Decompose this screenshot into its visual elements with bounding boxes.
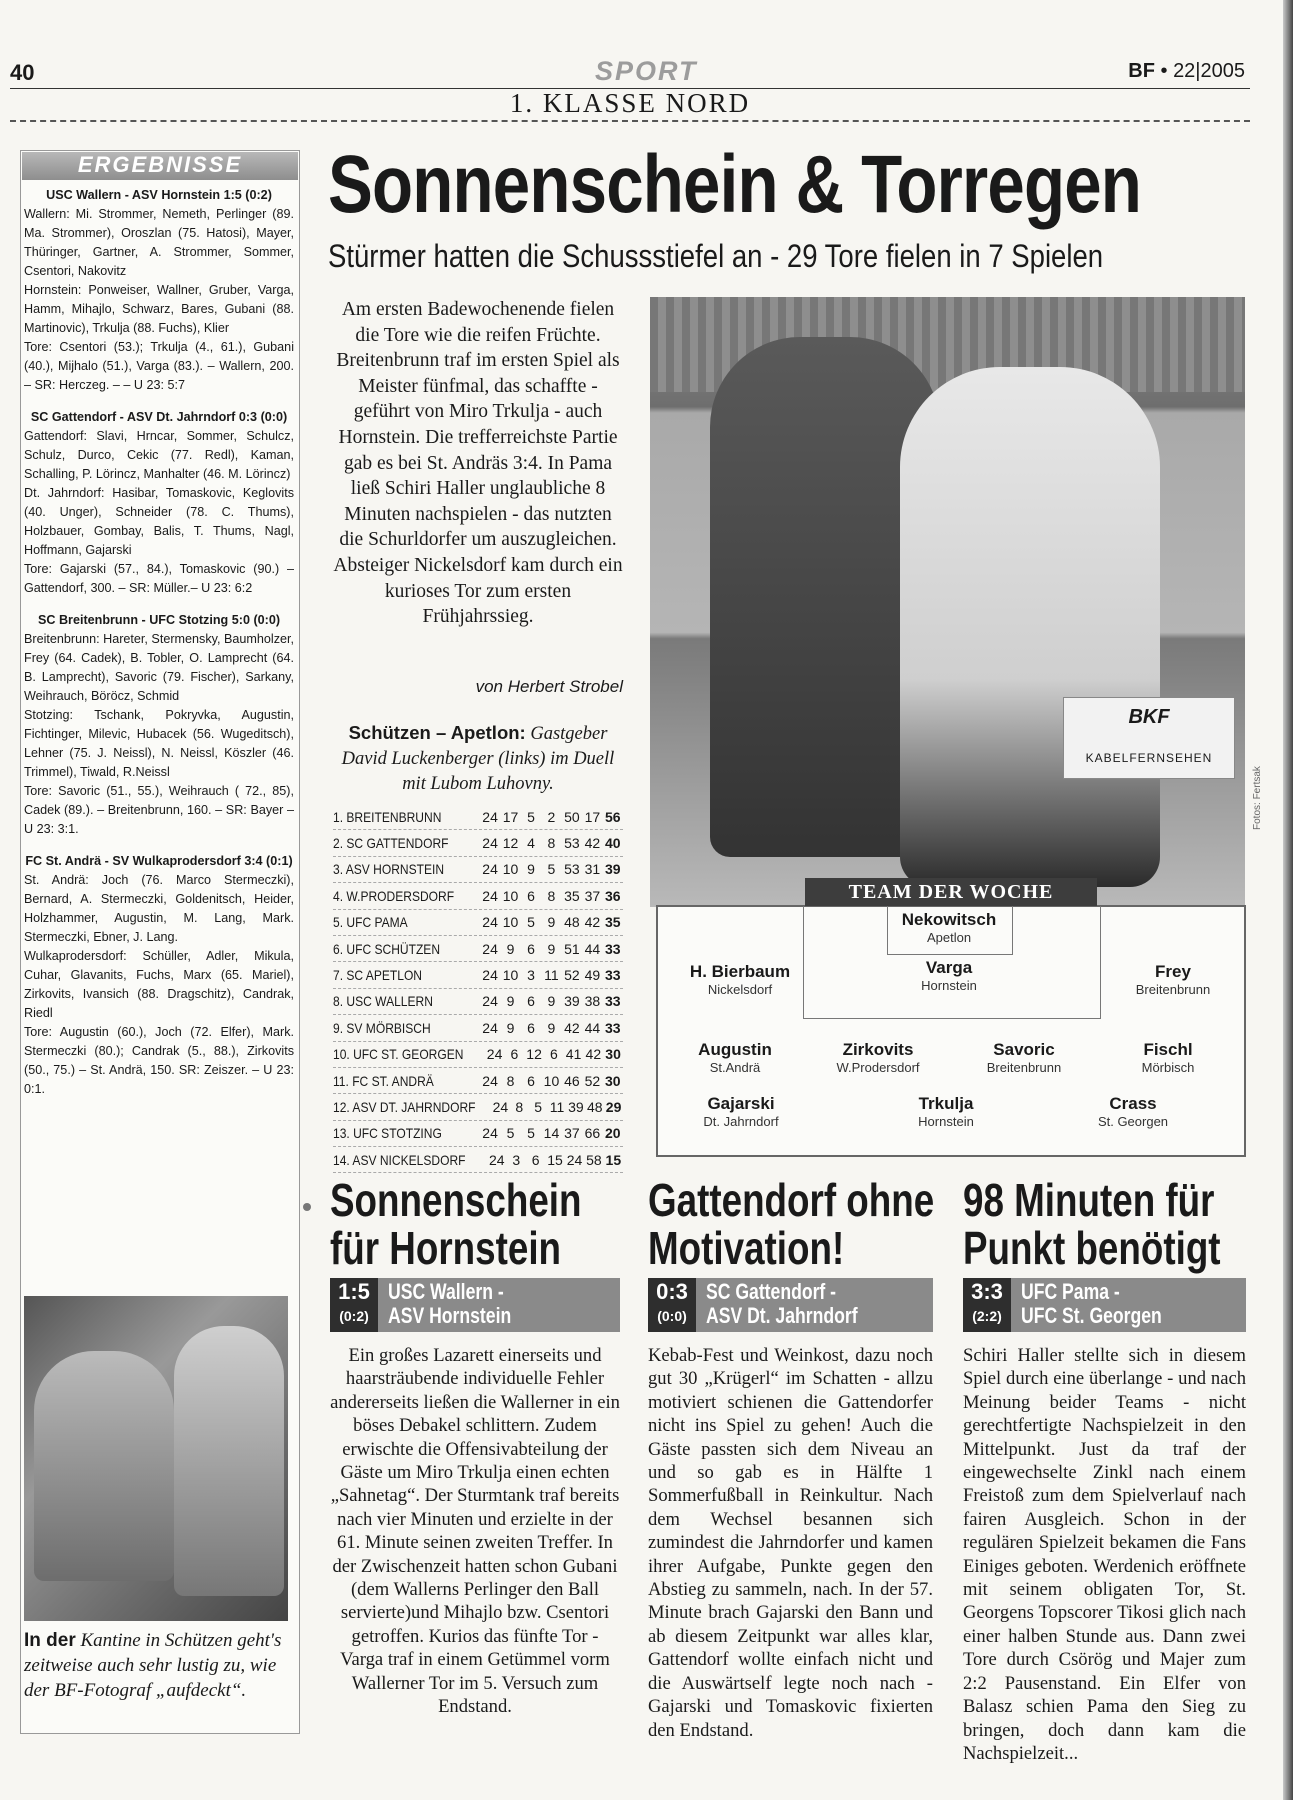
page-number: 40 bbox=[10, 60, 35, 85]
losses-cell: 11 bbox=[544, 967, 559, 984]
team-cell bbox=[333, 967, 459, 983]
goals-against-cell: 42 bbox=[584, 914, 601, 931]
team-cell bbox=[333, 941, 459, 957]
bkf-logo-text: BKF bbox=[1128, 706, 1170, 728]
games-cell: 24 bbox=[482, 887, 498, 904]
games-cell: 24 bbox=[482, 861, 498, 878]
team-cell bbox=[333, 1098, 476, 1115]
halftime-score: (2:2) bbox=[972, 1308, 1002, 1324]
goals-against-cell: 66 bbox=[584, 1125, 601, 1142]
result-line: Stotzing: Tschank, Pokryvka, Augustin, Fichtinger, Milevic, Hubacek (56. Wugeditsch), Lehner (75. J. Neissl), N. Neissl, Köszler (46. Trimmel), Tiwald, R.Neissl bbox=[24, 708, 294, 779]
main-subheadline: Stürmer hatten die Schussstiefel an - 29 Tore fielen in 7 Spielen bbox=[328, 238, 1104, 274]
column-bullet bbox=[303, 1203, 311, 1211]
player-name: Trkulja bbox=[918, 1094, 974, 1113]
result-line: Tore: Gajarski (57., 84.), Tomaskovic (90.) – Gattendorf, 300. – SR: Müller.– U 23: 6:2 bbox=[24, 562, 294, 595]
result-block bbox=[24, 186, 294, 395]
team-position: 8. bbox=[333, 993, 344, 1010]
page-edge-shadow bbox=[1283, 0, 1293, 1800]
team-name: BREITENBRUNN bbox=[346, 808, 442, 825]
goals-against-cell: 38 bbox=[584, 993, 601, 1010]
games-cell: 24 bbox=[486, 1046, 503, 1063]
lead-text: Am ersten Badewochenende fielen die Tore wie die reifen Früchte. Breitenbrunn traf im ersten Spiel als Meister fünfmal, das schaffte - geführt von Miro Trkulja - auch Hornstein. Die trefferreichste Partie gab es bei St. Andräs 3:4. In Pama ließ Schiri Haller unglaubliche 8 Minuten nachspielen - das nutzten die Schurldorfer um auszugleichen. Absteiger Nickelsdorf kam durch ein kurioses Tor zum ersten Frühjahrssieg. bbox=[333, 299, 623, 628]
goals-against-cell: 49 bbox=[584, 967, 601, 984]
article-gattendorf bbox=[648, 1176, 933, 1742]
standings-row bbox=[333, 962, 623, 988]
article-headline-line: Sonnenschein bbox=[330, 1174, 582, 1226]
result-line: Wulkaprodersdorf: Schüller, Adler, Mikula, Cuhar, Glavanits, Fuchs, Marx (65. Mariel), Zirkovits, Ivansich (88. Dragschitz), Candrak, Riedl bbox=[24, 949, 294, 1020]
games-cell: 24 bbox=[489, 1151, 505, 1168]
goals-for-cell: 52 bbox=[564, 967, 580, 984]
result-line: Dt. Jahrndorf: Hasibar, Tomaskovic, Keglovits (40. Unger), Schneider (78. C. Thums), Holzbauer, Gombay, Balis, T. Thums, Nagl, Hoffmann, Gajarski bbox=[24, 486, 294, 557]
match-photo bbox=[650, 297, 1245, 907]
team-position: 11. bbox=[333, 1072, 349, 1089]
score-bar bbox=[963, 1278, 1246, 1332]
player-club: Mörbisch bbox=[1141, 1060, 1195, 1075]
result-line: Tore: Csentori (53.); Trkulja (4., 61.), Gubani (40.), Mijhalo (51.), Varga (83.). – Wallern, 200. – SR: Herczeg. – – U 23: 5:7 bbox=[24, 340, 294, 392]
player-name: Crass bbox=[1109, 1094, 1157, 1113]
result-line: Wallern: Mi. Strommer, Nemeth, Perlinger (89. Ma. Strommer), Oroszlan (75. Hatosi), Mayer, Thüringer, Gartner, A. Strommer, Sommer, Csentori, Nakovitz bbox=[24, 207, 294, 278]
standings-row bbox=[333, 1042, 623, 1068]
final-score: 0:3 bbox=[656, 1279, 688, 1304]
draws-cell: 5 bbox=[527, 1125, 535, 1142]
wins-cell: 8 bbox=[515, 1098, 524, 1115]
article-headline bbox=[330, 1174, 582, 1274]
goals-for-cell: 53 bbox=[564, 835, 580, 852]
photo-credit: Fotos: Fertsak bbox=[1252, 766, 1263, 830]
player-slot bbox=[1083, 962, 1263, 997]
points-cell: 33 bbox=[605, 967, 621, 984]
standings-row bbox=[333, 857, 623, 883]
player-slot bbox=[651, 1094, 831, 1129]
team-name: ASV HORNSTEIN bbox=[345, 861, 445, 878]
issue-label bbox=[1128, 60, 1245, 83]
final-score: 1:5 bbox=[338, 1279, 370, 1304]
header-dashed-rule bbox=[10, 120, 1250, 122]
standings-row bbox=[333, 804, 623, 830]
wins-cell: 10 bbox=[502, 887, 519, 904]
result-line: Tore: Savoric (51., 55.), Weihrauch ( 72., 85), Cadek (89.). – Breitenbrunn, 160. – SR: Bayer – U 23: 3:1. bbox=[24, 784, 294, 836]
result-block bbox=[24, 611, 294, 839]
draws-cell: 6 bbox=[527, 993, 535, 1010]
goals-for-cell: 35 bbox=[564, 887, 580, 904]
player-name: Frey bbox=[1155, 962, 1191, 981]
goals-for-cell: 46 bbox=[564, 1072, 580, 1089]
team-name: SC GATTENDORF bbox=[346, 835, 449, 852]
team-cell bbox=[333, 914, 459, 930]
points-cell: 30 bbox=[605, 1046, 621, 1063]
kantine-caption bbox=[24, 1628, 288, 1703]
result-line: Tore: Augustin (60.), Joch (72. Elfer), Mark. Stermeczki (80.); Candrak (5., 88.), Zirkovits (50., 75.) – St. Andrä, 150. SR: Zeiszer. – U 23: 0:1. bbox=[24, 1025, 294, 1096]
goals-against-cell: 17 bbox=[584, 808, 601, 825]
article-headline-line: für Hornstein bbox=[330, 1222, 562, 1274]
result-line: Breitenbrunn: Hareter, Stermensky, Baumholzer, Frey (64. Cadek), B. Tobler, O. Lamprecht (64. B. Lamprecht), Savoric (79. Fischer), Sarkany, Weihrauch, Böröcz, Schmid bbox=[24, 632, 294, 703]
goals-for-cell: 41 bbox=[565, 1046, 582, 1063]
player-name: Nekowitsch bbox=[901, 910, 997, 929]
result-heading: USC Wallern - ASV Hornstein 1:5 (0:2) bbox=[46, 188, 272, 202]
draws-cell: 4 bbox=[527, 835, 535, 852]
final-score: 3:3 bbox=[971, 1279, 1003, 1304]
team-home: UFC Pama - bbox=[1021, 1279, 1120, 1304]
standings-row bbox=[333, 1147, 623, 1173]
match-teams bbox=[1021, 1280, 1162, 1328]
team-name: UFC PAMA bbox=[346, 914, 408, 931]
goals-for-cell: 24 bbox=[566, 1151, 583, 1168]
goals-against-cell: 48 bbox=[586, 1098, 603, 1115]
standings-table bbox=[333, 804, 623, 1173]
team-position: 1. bbox=[333, 808, 344, 825]
goals-against-cell: 44 bbox=[584, 940, 601, 957]
team-cell bbox=[333, 1152, 466, 1168]
games-cell: 24 bbox=[482, 914, 498, 931]
results-list bbox=[24, 186, 294, 1112]
wins-cell: 9 bbox=[506, 993, 515, 1010]
points-cell: 56 bbox=[605, 808, 621, 825]
wins-cell: 5 bbox=[506, 1125, 515, 1142]
article-pama bbox=[963, 1176, 1246, 1765]
wins-cell: 10 bbox=[502, 967, 519, 984]
standings-row bbox=[333, 910, 623, 936]
team-name: USC WALLERN bbox=[346, 993, 433, 1010]
team-position: 13. bbox=[333, 1125, 350, 1142]
wins-cell: 9 bbox=[506, 1019, 515, 1036]
team-cell bbox=[333, 1125, 459, 1141]
team-position: 2. bbox=[333, 835, 344, 852]
result-heading: SC Gattendorf - ASV Dt. Jahrndorf 0:3 (0:0) bbox=[30, 410, 288, 424]
player-slot bbox=[1078, 1040, 1258, 1075]
goals-against-cell: 42 bbox=[585, 1046, 602, 1063]
team-cell bbox=[333, 1073, 459, 1089]
games-cell: 24 bbox=[482, 967, 498, 984]
losses-cell: 9 bbox=[547, 914, 556, 931]
player-name: Gajarski bbox=[707, 1094, 775, 1113]
points-cell: 40 bbox=[605, 835, 621, 852]
player-name: Zirkovits bbox=[842, 1040, 914, 1059]
photo-person-left bbox=[34, 1351, 174, 1581]
byline-author: Herbert Strobel bbox=[507, 677, 623, 696]
draws-cell: 6 bbox=[527, 1019, 535, 1036]
team-cell bbox=[333, 993, 459, 1009]
issue-brand: BF bbox=[1128, 60, 1155, 82]
halftime-score: (0:0) bbox=[657, 1308, 687, 1324]
draws-cell: 12 bbox=[526, 1046, 542, 1063]
bkf-sign bbox=[1063, 697, 1235, 779]
losses-cell: 8 bbox=[547, 887, 556, 904]
player-club: St. Georgen bbox=[1097, 1114, 1169, 1129]
player-name: Varga bbox=[925, 958, 973, 977]
points-cell: 33 bbox=[605, 993, 621, 1010]
losses-cell: 2 bbox=[547, 808, 556, 825]
team-position: 6. bbox=[333, 940, 344, 957]
games-cell: 24 bbox=[482, 1125, 498, 1142]
games-cell: 24 bbox=[482, 1019, 498, 1036]
team-position: 5. bbox=[333, 914, 344, 931]
main-headline: Sonnenschein & Torregen bbox=[328, 139, 1142, 230]
result-heading: FC St. Andrä - SV Wulkaprodersdorf 3:4 (0:1) bbox=[25, 854, 293, 868]
wins-cell: 8 bbox=[506, 1072, 515, 1089]
article-headline-line: 98 Minuten für bbox=[963, 1174, 1215, 1226]
draws-cell: 6 bbox=[527, 940, 535, 957]
goals-for-cell: 39 bbox=[568, 1098, 584, 1115]
losses-cell: 9 bbox=[547, 940, 556, 957]
points-cell: 35 bbox=[605, 914, 621, 931]
standings-row bbox=[333, 1068, 623, 1094]
draws-cell: 9 bbox=[527, 861, 535, 878]
goals-for-cell: 53 bbox=[564, 861, 580, 878]
player-slot bbox=[856, 1094, 1036, 1129]
goals-against-cell: 31 bbox=[584, 861, 601, 878]
kantine-photo bbox=[24, 1296, 288, 1621]
games-cell: 24 bbox=[492, 1098, 509, 1115]
article-headline-line: Gattendorf ohne bbox=[648, 1174, 935, 1226]
article-headline-line: Punkt benötigt bbox=[963, 1222, 1221, 1274]
team-position: 10. bbox=[333, 1046, 350, 1063]
points-cell: 36 bbox=[605, 887, 621, 904]
article-headline bbox=[963, 1174, 1221, 1274]
losses-cell: 10 bbox=[543, 1072, 560, 1089]
goals-against-cell: 52 bbox=[584, 1072, 601, 1089]
wins-cell: 3 bbox=[512, 1151, 521, 1168]
team-name: ASV DT. JAHRNDORF bbox=[352, 1098, 476, 1115]
article-headline bbox=[648, 1174, 935, 1274]
section-label: SPORT bbox=[595, 56, 698, 86]
player-club: Breitenbrunn bbox=[1135, 982, 1211, 997]
page-header bbox=[10, 48, 1250, 118]
team-away: ASV Dt. Jahrndorf bbox=[706, 1303, 858, 1328]
goals-for-cell: 50 bbox=[564, 808, 580, 825]
team-away: UFC St. Georgen bbox=[1021, 1303, 1162, 1328]
team-position: 7. bbox=[333, 967, 344, 984]
standings-row bbox=[333, 936, 623, 962]
team-cell bbox=[333, 809, 459, 825]
points-cell: 33 bbox=[605, 940, 621, 957]
caption-lead: In der bbox=[24, 1630, 76, 1651]
goals-against-cell: 44 bbox=[584, 1019, 601, 1036]
bkf-sign-text: KABELFERNSEHEN bbox=[1085, 751, 1213, 765]
player-club: St.Andrä bbox=[709, 1060, 761, 1075]
caption-body: Gastgeber David Luckenberger (links) im Duell mit Lubom Luhovny. bbox=[341, 724, 615, 794]
losses-cell: 11 bbox=[549, 1098, 565, 1115]
losses-cell: 8 bbox=[547, 835, 556, 852]
points-cell: 20 bbox=[605, 1125, 621, 1142]
points-cell: 30 bbox=[605, 1072, 621, 1089]
team-position: 12. bbox=[333, 1098, 350, 1115]
player-name: Fischl bbox=[1143, 1040, 1193, 1059]
player-slot bbox=[1043, 1094, 1223, 1129]
halftime-score: (0:2) bbox=[339, 1308, 369, 1324]
team-name: ASV NICKELSDORF bbox=[352, 1151, 466, 1168]
losses-cell: 15 bbox=[547, 1151, 563, 1168]
byline-prefix: von bbox=[475, 677, 503, 696]
standings-row bbox=[333, 1094, 623, 1120]
games-cell: 24 bbox=[482, 993, 498, 1010]
issue-number: 22|2005 bbox=[1173, 60, 1245, 82]
goals-for-cell: 39 bbox=[564, 993, 580, 1010]
result-line: Gattendorf: Slavi, Hrncar, Sommer, Schulcz, Schulz, Durco, Cekic (77. Redl), Kaman, Schalling, P. Lörincz, Manhalter (46. M. Lörincz) bbox=[24, 429, 294, 481]
byline bbox=[333, 677, 623, 697]
player-name: Savoric bbox=[993, 1040, 1055, 1059]
player-club: Hornstein bbox=[921, 978, 977, 993]
team-name: SV MÖRBISCH bbox=[346, 1019, 431, 1036]
result-block bbox=[24, 408, 294, 598]
standings-row bbox=[333, 883, 623, 909]
player-club: Nickelsdorf bbox=[707, 982, 773, 997]
player-club: W.Prodersdorf bbox=[836, 1060, 920, 1075]
losses-cell: 9 bbox=[547, 1019, 556, 1036]
draws-cell: 6 bbox=[527, 887, 535, 904]
games-cell: 24 bbox=[482, 835, 498, 852]
player-slot bbox=[650, 962, 830, 997]
issue-separator: • bbox=[1160, 60, 1168, 82]
draws-cell: 5 bbox=[534, 1098, 543, 1115]
standings-row bbox=[333, 1015, 623, 1041]
draws-cell: 6 bbox=[531, 1151, 540, 1168]
result-block bbox=[24, 852, 294, 1099]
draws-cell: 5 bbox=[527, 914, 535, 931]
goals-against-cell: 37 bbox=[584, 887, 601, 904]
player-club: Dt. Jahrndorf bbox=[703, 1114, 779, 1129]
wins-cell: 10 bbox=[502, 861, 519, 878]
team-position: 4. bbox=[333, 887, 344, 904]
photo-player-light bbox=[900, 367, 1160, 887]
article-body: Ein großes Lazarett einerseits und haarsträubende individuelle Fehler andererseits ließen die Wallerner in ein böses Debakel schlittern. Zudem erwischte die Offensivabteilung der Gäste um Miro Trkulja einen echten „Sahnetag“. Der Sturmtank traf bereits nach vier Minuten und erzielte in der 61. Minute seinen zweiten Treffer. In der Zwischenzeit hatten schon Gubani (dem Wallerns Perlinger den Ball servierte)und Mihajlo bzw. Csentori getroffen. Kurios das fünfte Tor - Varga traf in einem Getümmel vorm Wallerner Tor im 5. Versuch zum Endstand. bbox=[330, 1345, 620, 1718]
wins-cell: 6 bbox=[510, 1046, 519, 1063]
player-name: H. Bierbaum bbox=[689, 962, 791, 981]
wins-cell: 10 bbox=[502, 914, 519, 931]
team-away: ASV Hornstein bbox=[388, 1303, 512, 1328]
wins-cell: 17 bbox=[502, 808, 519, 825]
losses-cell: 5 bbox=[547, 861, 556, 878]
draws-cell: 5 bbox=[527, 808, 535, 825]
main-photo-caption bbox=[333, 720, 623, 797]
player-slot bbox=[859, 958, 1039, 993]
wins-cell: 9 bbox=[506, 940, 515, 957]
losses-cell: 9 bbox=[547, 993, 556, 1010]
article-headline-line: Motivation! bbox=[648, 1222, 845, 1274]
team-name: SC APETLON bbox=[346, 967, 423, 984]
article-hornstein bbox=[330, 1176, 620, 1719]
team-cell bbox=[333, 1020, 459, 1036]
standings-row bbox=[333, 1121, 623, 1147]
games-cell: 24 bbox=[482, 1072, 498, 1089]
score-box bbox=[330, 1278, 378, 1332]
result-line: Hornstein: Ponweiser, Wallner, Gruber, Varga, Hamm, Mihajlo, Schwarz, Bares, Gubani (88. Martinovic), Trkulja (88. Fuchs), Klier bbox=[24, 283, 294, 335]
team-name: W.PRODERSDORF bbox=[346, 887, 455, 904]
player-club: Hornstein bbox=[918, 1114, 974, 1129]
games-cell: 24 bbox=[482, 808, 498, 825]
losses-cell: 6 bbox=[549, 1046, 558, 1063]
team-position: 14. bbox=[333, 1151, 350, 1168]
team-position: 9. bbox=[333, 1019, 344, 1036]
score-box bbox=[648, 1278, 696, 1332]
goals-for-cell: 48 bbox=[564, 914, 580, 931]
team-name: UFC STOTZING bbox=[353, 1125, 442, 1142]
team-cell bbox=[333, 861, 459, 877]
player-club: Apetlon bbox=[926, 930, 972, 945]
goals-for-cell: 37 bbox=[564, 1125, 580, 1142]
team-cell bbox=[333, 835, 459, 851]
team-cell bbox=[333, 1046, 463, 1062]
caption-match: Schützen – Apetlon: bbox=[348, 722, 526, 743]
wins-cell: 12 bbox=[502, 835, 519, 852]
points-cell: 33 bbox=[605, 1019, 621, 1036]
article-body: Kebab-Fest und Weinkost, dazu noch gut 30 „Krügerl“ im Schatten - allzu motiviert schienen die Gattendorfer nicht ins Spiel zu gehen! Auch die Gäste passten sich dem Niveau an und so gab es in Hälfte 1 Sommerfußball in Reinkultur. Nach dem Wechsel besannen sich zumindest die Jahrndorfer und kamen ihrer Aufgabe, Punkte gegen den Abstieg zu sammeln, nach. In der 57. Minute brach Gajarski den Bann und ab diesem Zeitpunkt war alles klar, Gattendorf wollte einfach nicht und die Auswärtself legte noch nach - Gajarski und Tomaskovic fixierten den Endstand. bbox=[648, 1345, 933, 1741]
results-title: ERGEBNISSE bbox=[22, 152, 298, 180]
article-body: Schiri Haller stellte sich in diesem Spiel durch eine überlange - und nach Meinung beider Teams - nicht gerechtfertigte Nachspielzeit in den Mittelpunkt. Just da traf der eingewechselte Zinkl nach einem Freistoß zum dem Spielverlauf nach fairen Ausgleich. Schon in der regulären Spielzeit bekamen die Fans Einiges geboten. Werdenich eröffnete mit seinem obligaten Tor, St. Georgens Topscorer Tikosi glich nach einer halben Stunde aus. Dann zwei Tore durch Csörög und Majer zum 2:2 Pausenstand. Ein Elfer von Balasz schien Pama den Sieg zu bringen, doch dann kam die Nachspielzeit... bbox=[963, 1345, 1246, 1764]
photo-person-right bbox=[174, 1326, 284, 1596]
team-home: SC Gattendorf - bbox=[706, 1279, 837, 1304]
player-slot bbox=[859, 910, 1039, 945]
team-name: UFC SCHÜTZEN bbox=[346, 940, 441, 957]
goals-against-cell: 58 bbox=[586, 1151, 602, 1168]
result-line: St. Andrä: Joch (76. Marco Stermeczki), Bernard, A. Stermeczki, Goldenitsch, Heider, Holzhammer, Augustin, M. Lang, Mark. Stermeczki, Ebner, J. Lang. bbox=[24, 873, 294, 944]
score-bar bbox=[648, 1278, 933, 1332]
standings-row bbox=[333, 830, 623, 856]
team-name: FC ST. ANDRÄ bbox=[352, 1072, 434, 1089]
draws-cell: 6 bbox=[527, 1072, 535, 1089]
standings-row bbox=[333, 989, 623, 1015]
points-cell: 29 bbox=[605, 1098, 622, 1115]
match-teams bbox=[706, 1280, 858, 1328]
points-cell: 39 bbox=[605, 861, 621, 878]
match-teams bbox=[388, 1280, 511, 1328]
team-home: USC Wallern - bbox=[388, 1279, 504, 1304]
losses-cell: 14 bbox=[543, 1125, 560, 1142]
result-heading: SC Breitenbrunn - UFC Stotzing 5:0 (0:0) bbox=[37, 613, 281, 627]
goals-for-cell: 51 bbox=[564, 940, 580, 957]
games-cell: 24 bbox=[482, 940, 498, 957]
caption-text: Kantine in Schützen geht's zeitweise auch sehr lustig zu, wie der BF-Fotograf „aufdeckt“. bbox=[24, 1630, 282, 1701]
team-position: 3. bbox=[333, 861, 344, 878]
league-title: 1. KLASSE NORD bbox=[509, 88, 751, 118]
score-box bbox=[963, 1278, 1011, 1332]
team-of-week-title: TEAM DER WOCHE bbox=[805, 878, 1097, 906]
player-club: Breitenbrunn bbox=[986, 1060, 1062, 1075]
team-cell bbox=[333, 888, 459, 904]
draws-cell: 3 bbox=[527, 967, 535, 984]
player-name: Augustin bbox=[698, 1040, 772, 1059]
score-bar bbox=[330, 1278, 620, 1332]
goals-against-cell: 42 bbox=[584, 835, 601, 852]
team-name: UFC ST. GEORGEN bbox=[353, 1046, 464, 1063]
goals-for-cell: 42 bbox=[564, 1019, 580, 1036]
points-cell: 15 bbox=[605, 1151, 622, 1168]
